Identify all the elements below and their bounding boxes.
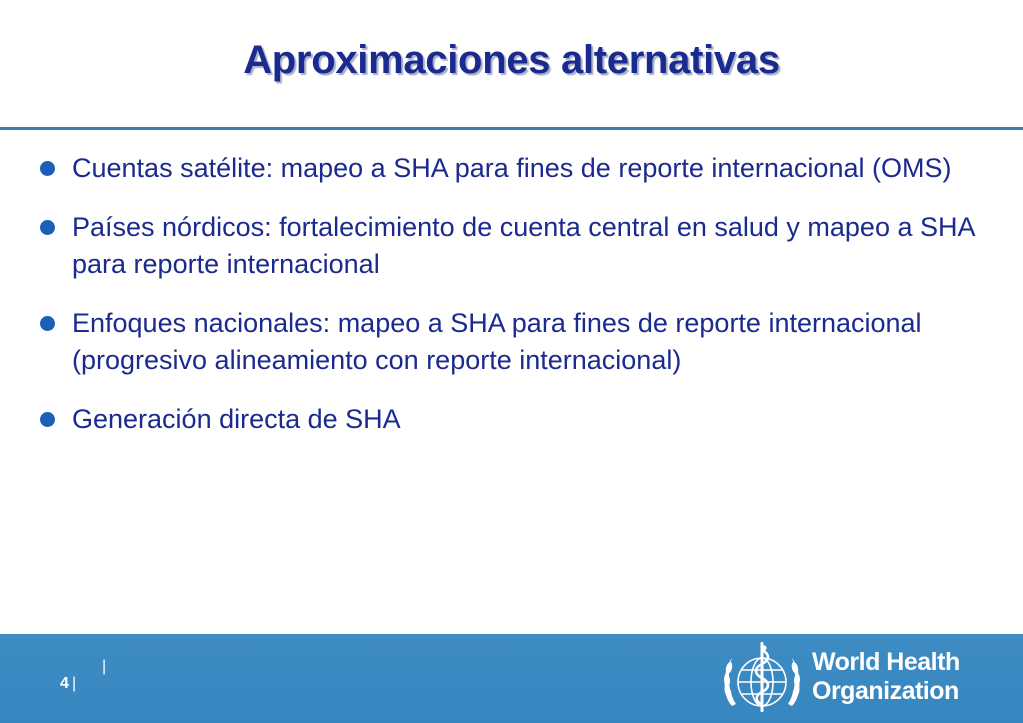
bullet-dot-icon bbox=[40, 316, 55, 331]
bullet-item-2 bbox=[40, 209, 990, 283]
who-logo-line-1: World Health bbox=[812, 648, 960, 676]
who-emblem-icon bbox=[718, 636, 806, 720]
who-logo-text bbox=[812, 648, 960, 706]
title-divider bbox=[0, 127, 1023, 130]
bullet-item-4 bbox=[40, 401, 990, 438]
bullet-item-3 bbox=[40, 305, 990, 379]
footer-separator: | bbox=[102, 658, 107, 675]
footer-separator: | bbox=[72, 675, 77, 692]
bullet-text: Enfoques nacionales: mapeo a SHA para fines de reporte internacional (progresivo alineamiento con reporte internacional) bbox=[72, 308, 922, 375]
who-logo-line-2: Organization bbox=[812, 677, 959, 705]
bullet-text: Cuentas satélite: mapeo a SHA para fines de reporte internacional (OMS) bbox=[72, 153, 952, 183]
bullet-text: Generación directa de SHA bbox=[72, 404, 401, 434]
bullet-text: Países nórdicos: fortalecimiento de cuenta central en salud y mapeo a SHA para reporte internacional bbox=[72, 212, 975, 279]
page-number: 4 bbox=[60, 675, 69, 692]
footer-bar bbox=[0, 634, 1023, 723]
bullet-dot-icon bbox=[40, 161, 55, 176]
bullet-dot-icon bbox=[40, 220, 55, 235]
bullet-list bbox=[40, 150, 990, 460]
bullet-item-1 bbox=[40, 150, 990, 187]
bullet-dot-icon bbox=[40, 412, 55, 427]
slide-title: Aproximaciones alternativas bbox=[243, 38, 780, 82]
